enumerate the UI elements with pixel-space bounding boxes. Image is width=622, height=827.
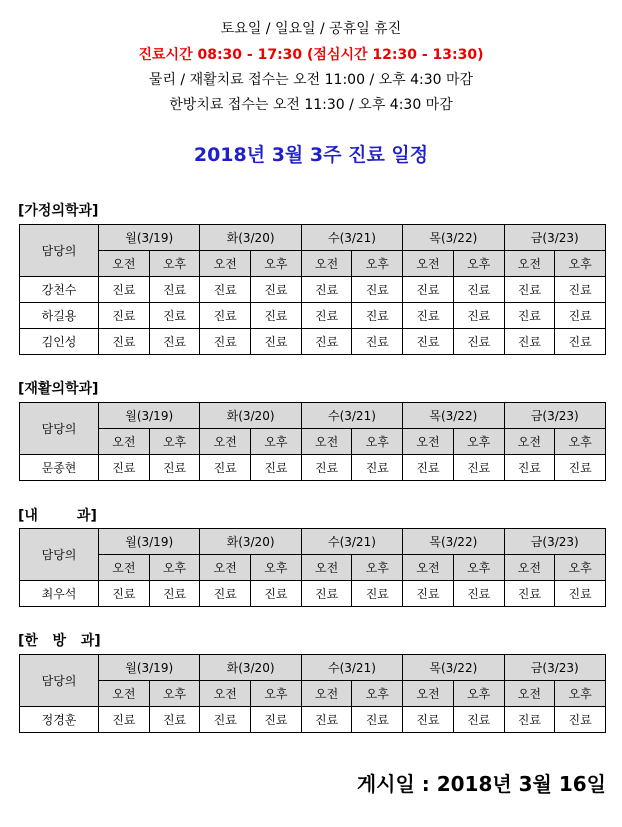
department-label: [재활의학과] xyxy=(18,381,99,397)
schedule-cell: 진료 xyxy=(555,707,606,733)
schedule-cell: 진료 xyxy=(200,329,251,355)
pm-header: 오후 xyxy=(453,251,504,277)
day-header: 목(3/22) xyxy=(403,225,504,251)
am-header: 오전 xyxy=(403,681,454,707)
doctor-column-header: 담당의 xyxy=(20,529,99,581)
pm-header: 오후 xyxy=(251,251,302,277)
am-header: 오전 xyxy=(301,429,352,455)
table-row xyxy=(20,455,606,481)
schedule-cell: 진료 xyxy=(555,303,606,329)
schedule-cell: 진료 xyxy=(555,277,606,303)
am-header: 오전 xyxy=(301,555,352,581)
am-header: 오전 xyxy=(403,429,454,455)
am-header: 오전 xyxy=(99,555,150,581)
day-header: 화(3/20) xyxy=(200,529,301,555)
doctor-name: 문종현 xyxy=(20,455,99,481)
pm-header: 오후 xyxy=(149,251,200,277)
day-header: 금(3/23) xyxy=(504,225,606,251)
day-header: 수(3/21) xyxy=(301,529,402,555)
am-header: 오전 xyxy=(504,251,555,277)
schedule-cell: 진료 xyxy=(301,455,352,481)
schedule-cell: 진료 xyxy=(453,581,504,607)
schedule-cell: 진료 xyxy=(352,581,403,607)
pm-header: 오후 xyxy=(352,681,403,707)
am-header: 오전 xyxy=(99,251,150,277)
doctor-column-header: 담당의 xyxy=(20,225,99,277)
schedule-cell: 진료 xyxy=(403,303,454,329)
schedule-cell: 진료 xyxy=(555,455,606,481)
day-header: 화(3/20) xyxy=(200,225,301,251)
schedule-cell: 진료 xyxy=(352,277,403,303)
schedule-cell: 진료 xyxy=(251,455,302,481)
schedule-cell: 진료 xyxy=(352,329,403,355)
rehab-reception-notice: 물리 / 재활치료 접수는 오전 11:00 / 오후 4:30 마감 xyxy=(148,72,474,88)
day-header: 월(3/19) xyxy=(99,655,200,681)
schedule-cell: 진료 xyxy=(149,329,200,355)
schedule-table xyxy=(19,528,606,607)
schedule-cell: 진료 xyxy=(149,707,200,733)
posted-date: 게시일 : 2018년 3월 16일 xyxy=(356,772,606,796)
schedule-cell: 진료 xyxy=(99,707,150,733)
schedule-cell: 진료 xyxy=(453,329,504,355)
clinic-hours-notice: 진료시간 08:30 - 17:30 (점심시간 12:30 - 13:30) xyxy=(138,47,484,63)
doctor-column-header: 담당의 xyxy=(20,655,99,707)
schedule-cell: 진료 xyxy=(403,581,454,607)
schedule-cell: 진료 xyxy=(504,581,555,607)
day-header: 화(3/20) xyxy=(200,655,301,681)
pm-header: 오후 xyxy=(555,429,606,455)
schedule-cell: 진료 xyxy=(301,581,352,607)
day-header: 화(3/20) xyxy=(200,403,301,429)
table-row xyxy=(20,277,606,303)
day-header: 월(3/19) xyxy=(99,225,200,251)
table-row xyxy=(20,329,606,355)
doctor-name: 강천수 xyxy=(20,277,99,303)
day-header: 월(3/19) xyxy=(99,529,200,555)
pm-header: 오후 xyxy=(352,555,403,581)
schedule-cell: 진료 xyxy=(301,329,352,355)
pm-header: 오후 xyxy=(149,555,200,581)
table-row xyxy=(20,581,606,607)
schedule-cell: 진료 xyxy=(149,303,200,329)
pm-header: 오후 xyxy=(251,429,302,455)
schedule-cell: 진료 xyxy=(99,329,150,355)
schedule-cell: 진료 xyxy=(555,329,606,355)
am-header: 오전 xyxy=(504,429,555,455)
department-label: [한 방 과] xyxy=(18,633,101,649)
day-header: 목(3/22) xyxy=(403,403,504,429)
schedule-cell: 진료 xyxy=(504,303,555,329)
schedule-cell: 진료 xyxy=(149,277,200,303)
schedule-cell: 진료 xyxy=(504,277,555,303)
schedule-cell: 진료 xyxy=(200,303,251,329)
day-header: 금(3/23) xyxy=(504,403,606,429)
am-header: 오전 xyxy=(504,681,555,707)
department-label: [내 과] xyxy=(18,508,97,524)
schedule-cell: 진료 xyxy=(504,329,555,355)
day-header: 금(3/23) xyxy=(504,655,606,681)
pm-header: 오후 xyxy=(149,429,200,455)
schedule-cell: 진료 xyxy=(555,581,606,607)
schedule-cell: 진료 xyxy=(251,581,302,607)
doctor-name: 하길용 xyxy=(20,303,99,329)
schedule-cell: 진료 xyxy=(504,455,555,481)
schedule-cell: 진료 xyxy=(251,277,302,303)
schedule-cell: 진료 xyxy=(149,581,200,607)
pm-header: 오후 xyxy=(453,429,504,455)
am-header: 오전 xyxy=(301,681,352,707)
doctor-name: 정경훈 xyxy=(20,707,99,733)
pm-header: 오후 xyxy=(555,681,606,707)
schedule-cell: 진료 xyxy=(403,329,454,355)
schedule-cell: 진료 xyxy=(200,581,251,607)
pm-header: 오후 xyxy=(453,681,504,707)
schedule-cell: 진료 xyxy=(99,455,150,481)
am-header: 오전 xyxy=(99,681,150,707)
schedule-cell: 진료 xyxy=(99,277,150,303)
schedule-cell: 진료 xyxy=(352,455,403,481)
pm-header: 오후 xyxy=(555,555,606,581)
pm-header: 오후 xyxy=(555,251,606,277)
am-header: 오전 xyxy=(200,555,251,581)
schedule-cell: 진료 xyxy=(403,277,454,303)
day-header: 금(3/23) xyxy=(504,529,606,555)
schedule-cell: 진료 xyxy=(403,455,454,481)
schedule-cell: 진료 xyxy=(504,707,555,733)
schedule-cell: 진료 xyxy=(200,455,251,481)
schedule-cell: 진료 xyxy=(453,707,504,733)
am-header: 오전 xyxy=(200,251,251,277)
schedule-cell: 진료 xyxy=(301,303,352,329)
schedule-cell: 진료 xyxy=(352,303,403,329)
pm-header: 오후 xyxy=(149,681,200,707)
pm-header: 오후 xyxy=(352,429,403,455)
schedule-table xyxy=(19,402,606,481)
pm-header: 오후 xyxy=(453,555,504,581)
closed-days-notice: 토요일 / 일요일 / 공휴일 휴진 xyxy=(220,21,402,37)
am-header: 오전 xyxy=(403,555,454,581)
schedule-cell: 진료 xyxy=(99,581,150,607)
schedule-cell: 진료 xyxy=(200,277,251,303)
am-header: 오전 xyxy=(200,681,251,707)
schedule-cell: 진료 xyxy=(149,455,200,481)
am-header: 오전 xyxy=(403,251,454,277)
schedule-cell: 진료 xyxy=(200,707,251,733)
pm-header: 오후 xyxy=(251,681,302,707)
am-header: 오전 xyxy=(301,251,352,277)
doctor-name: 김인성 xyxy=(20,329,99,355)
table-row xyxy=(20,303,606,329)
schedule-cell: 진료 xyxy=(251,707,302,733)
pm-header: 오후 xyxy=(352,251,403,277)
day-header: 목(3/22) xyxy=(403,529,504,555)
schedule-table xyxy=(19,654,606,733)
schedule-cell: 진료 xyxy=(301,277,352,303)
day-header: 수(3/21) xyxy=(301,655,402,681)
schedule-cell: 진료 xyxy=(403,707,454,733)
oriental-reception-notice: 한방치료 접수는 오전 11:30 / 오후 4:30 마감 xyxy=(169,97,453,113)
day-header: 목(3/22) xyxy=(403,655,504,681)
doctor-column-header: 담당의 xyxy=(20,403,99,455)
schedule-cell: 진료 xyxy=(453,455,504,481)
page-title: 2018년 3월 3주 진료 일정 xyxy=(193,144,429,166)
am-header: 오전 xyxy=(504,555,555,581)
department-label: [가정의학과] xyxy=(18,203,99,219)
schedule-cell: 진료 xyxy=(301,707,352,733)
am-header: 오전 xyxy=(200,429,251,455)
schedule-table xyxy=(19,224,606,355)
schedule-cell: 진료 xyxy=(99,303,150,329)
schedule-cell: 진료 xyxy=(453,277,504,303)
table-row xyxy=(20,707,606,733)
day-header: 수(3/21) xyxy=(301,225,402,251)
schedule-cell: 진료 xyxy=(251,329,302,355)
pm-header: 오후 xyxy=(251,555,302,581)
schedule-cell: 진료 xyxy=(352,707,403,733)
day-header: 월(3/19) xyxy=(99,403,200,429)
day-header: 수(3/21) xyxy=(301,403,402,429)
schedule-cell: 진료 xyxy=(453,303,504,329)
doctor-name: 최우석 xyxy=(20,581,99,607)
am-header: 오전 xyxy=(99,429,150,455)
schedule-cell: 진료 xyxy=(251,303,302,329)
